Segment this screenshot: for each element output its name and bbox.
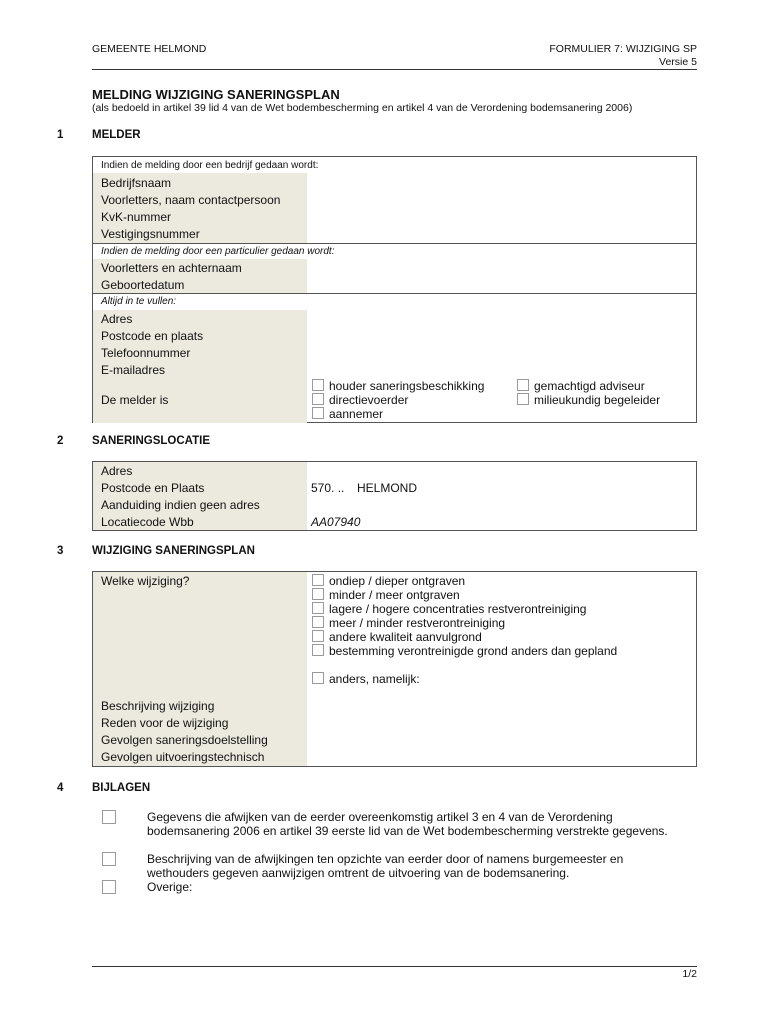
- field-telefoonnummer: Telefoonnummer: [101, 346, 191, 360]
- field-melder-rol: De melder is: [101, 393, 169, 407]
- header-rule: [92, 69, 697, 70]
- option-milieukundig-begeleider: milieukundig begeleider: [534, 393, 661, 407]
- field-welke-wijziging: Welke wijziging?: [101, 574, 190, 588]
- company-note: Indien de melding door een bedrijf gedaan wordt:: [101, 160, 319, 171]
- section-1-number: 1: [57, 129, 64, 141]
- document-title: MELDING WIJZIGING SANERINGSPLAN: [92, 87, 340, 102]
- value-locatiecode[interactable]: AA07940: [311, 515, 361, 529]
- field-aanduiding: Aanduiding indien geen adres: [101, 498, 260, 512]
- field-bedrijfsnaam: Bedrijfsnaam: [101, 176, 172, 190]
- bijlage-item-2: Beschrijving van de afwijkingen ten opzichte van eerder door of namens burgemeester en wethouders gegeven aanwijzigen omtrent de uitvoering van de bodemsanering.: [147, 852, 624, 880]
- document-subtitle: (als bedoeld in artikel 39 lid 4 van de Wet bodembescherming en artikel 4 van de Verordening bodemsanering 2006): [92, 102, 633, 114]
- field-postcode-plaats: Postcode en plaats: [101, 329, 204, 343]
- field-adres: Adres: [101, 312, 133, 326]
- section-2-title: SANERINGSLOCATIE: [92, 435, 210, 447]
- field-locatie-postcode-plaats: Postcode en Plaats: [101, 481, 205, 495]
- option-aannemer: aannemer: [329, 407, 384, 421]
- checkbox-option-2[interactable]: [312, 588, 324, 600]
- section-3-number: 3: [57, 545, 64, 557]
- footer-rule: [92, 966, 697, 967]
- checkbox-bijlage-2[interactable]: [102, 852, 116, 866]
- checkbox-gemachtigd-adviseur[interactable]: [517, 379, 529, 391]
- always-note: Altijd in te vullen:: [101, 296, 177, 307]
- form-version: Versie 5: [659, 56, 697, 68]
- option-concentraties: lagere / hogere concentraties restverontreiniging: [329, 602, 587, 616]
- option-gemachtigd-adviseur: gemachtigd adviseur: [534, 379, 645, 393]
- field-locatiecode: Locatiecode Wbb: [101, 515, 194, 529]
- section-4-title: BIJLAGEN: [92, 782, 151, 794]
- checkbox-option-4[interactable]: [312, 616, 324, 628]
- checkbox-anders[interactable]: [312, 672, 324, 684]
- option-houder: houder saneringsbeschikking: [329, 379, 485, 393]
- option-directievoerder: directievoerder: [329, 393, 409, 407]
- bijlage-item-overige: Overige:: [147, 880, 193, 894]
- field-beschrijving: Beschrijving wijziging: [101, 699, 215, 713]
- field-gevolgen-doelstelling: Gevolgen saneringsdoelstelling: [101, 733, 268, 747]
- wijziging-table: [92, 571, 697, 767]
- checkbox-option-1[interactable]: [312, 574, 324, 586]
- option-restverontreiniging: meer / minder restverontreiniging: [329, 616, 506, 630]
- section-2-number: 2: [57, 435, 64, 447]
- checkbox-option-5[interactable]: [312, 630, 324, 642]
- checkbox-directievoerder[interactable]: [312, 393, 324, 405]
- checkbox-milieukundig-begeleider[interactable]: [517, 393, 529, 405]
- value-city[interactable]: HELMOND: [357, 481, 418, 495]
- form-name: FORMULIER 7: WIJZIGING SP: [549, 43, 697, 55]
- field-vestigingsnummer: Vestigingsnummer: [101, 227, 200, 241]
- checkbox-houder[interactable]: [312, 379, 324, 391]
- field-contactpersoon: Voorletters, naam contactpersoon: [101, 193, 281, 207]
- option-ondiep-dieper: ondiep / dieper ontgraven: [329, 574, 466, 588]
- checkbox-option-3[interactable]: [312, 602, 324, 614]
- option-anders: anders, namelijk:: [329, 672, 420, 686]
- value-postcode[interactable]: 570. ..: [311, 481, 345, 495]
- locatie-table: [92, 461, 697, 531]
- section-3-title: WIJZIGING SANERINGSPLAN: [92, 545, 255, 557]
- option-aanvulgrond: andere kwaliteit aanvulgrond: [329, 630, 482, 644]
- checkbox-bijlage-overige[interactable]: [102, 880, 116, 894]
- checkbox-bijlage-1[interactable]: [102, 810, 116, 824]
- section-1-title: MELDER: [92, 129, 141, 141]
- checkbox-aannemer[interactable]: [312, 407, 324, 419]
- option-minder-meer: minder / meer ontgraven: [329, 588, 460, 602]
- municipality-name: GEMEENTE HELMOND: [92, 43, 207, 55]
- option-bestemming: bestemming verontreinigde grond anders dan gepland: [329, 644, 618, 658]
- field-kvk-nummer: KvK-nummer: [101, 210, 172, 224]
- checkbox-option-6[interactable]: [312, 644, 324, 656]
- section-4-number: 4: [57, 782, 64, 794]
- field-gevolgen-technisch: Gevolgen uitvoeringstechnisch: [101, 750, 265, 764]
- field-voorletters-achternaam: Voorletters en achternaam: [101, 261, 242, 275]
- melder-table: [92, 156, 697, 423]
- field-geboortedatum: Geboortedatum: [101, 278, 185, 292]
- form-identifier: [549, 43, 697, 69]
- field-reden: Reden voor de wijziging: [101, 716, 229, 730]
- field-emailadres: E-mailadres: [101, 363, 166, 377]
- field-locatie-adres: Adres: [101, 464, 133, 478]
- bijlage-item-1: Gegevens die afwijken van de eerder overeenkomstig artikel 3 en 4 van de Verordening bodemsanering 2006 en artikel 39 eerste lid van de Wet bodembescherming verstrekte gegevens.: [147, 810, 668, 838]
- page-number: 1/2: [682, 968, 697, 980]
- private-note: Indien de melding door een particulier gedaan wordt:: [101, 246, 335, 257]
